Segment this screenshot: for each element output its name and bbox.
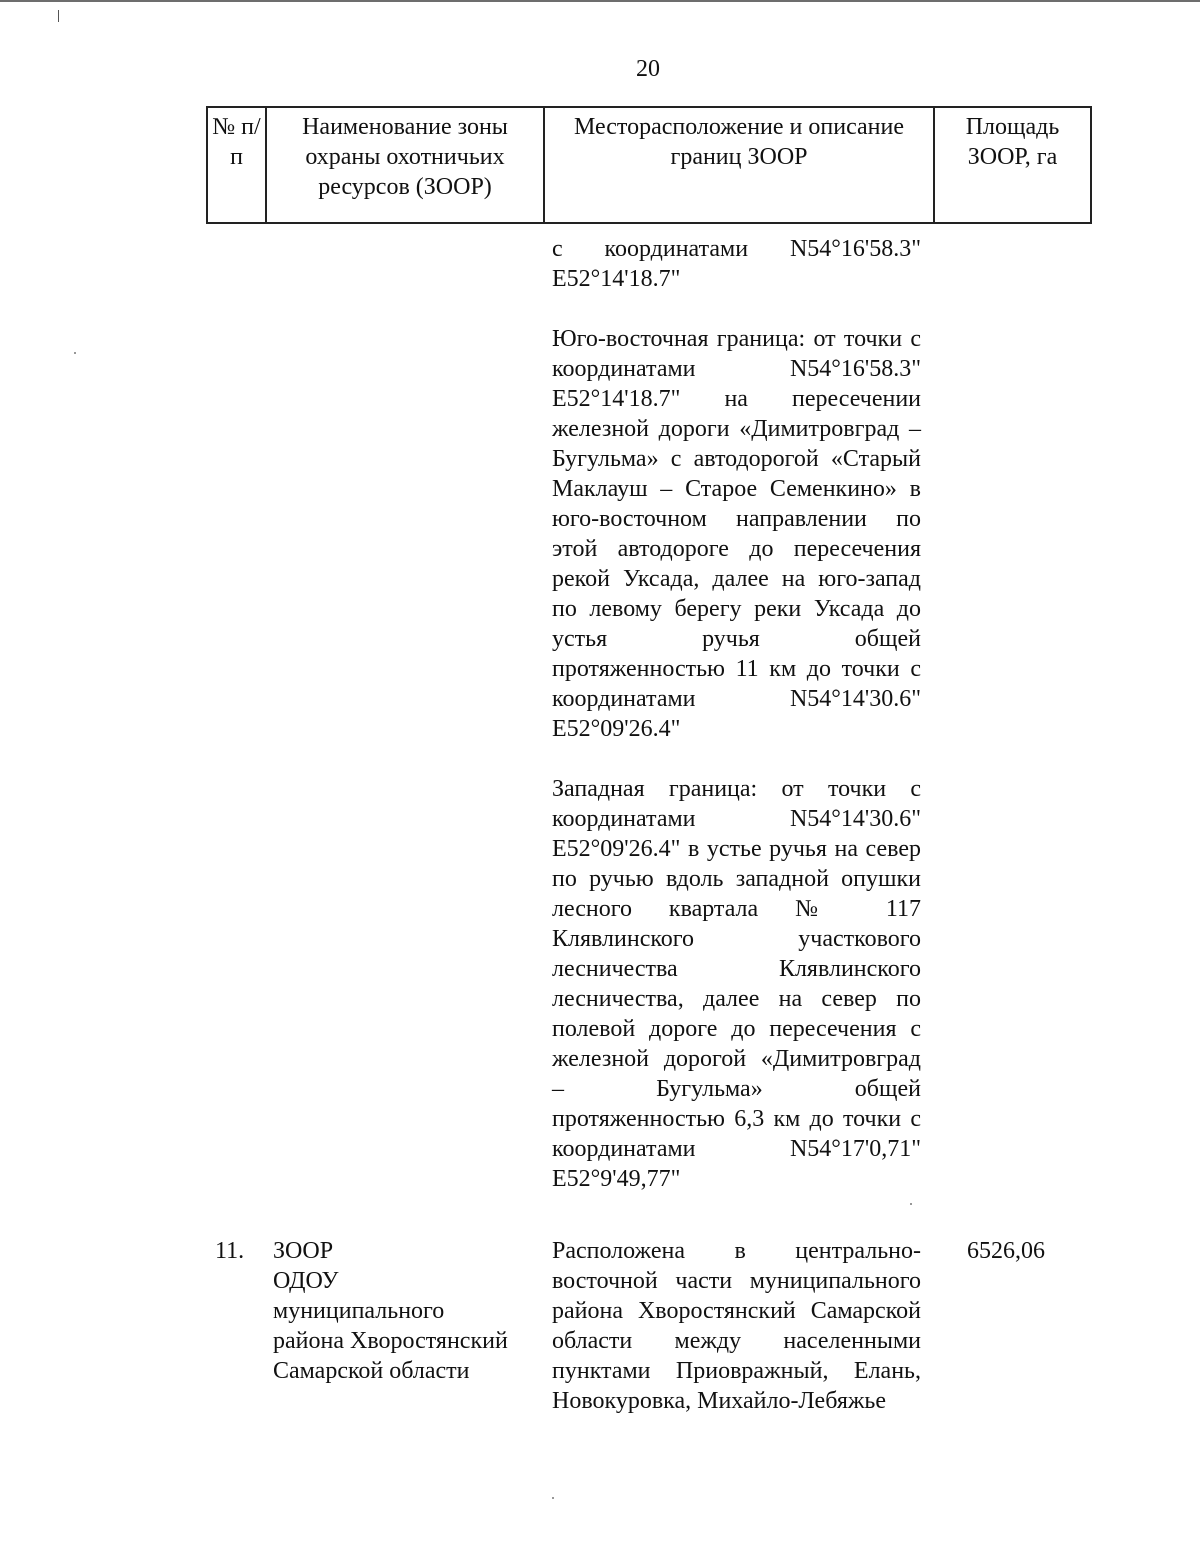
- row-zone-name: ЗООР ОДОУ муниципального района Хворостянский Самарской области: [273, 1238, 508, 1384]
- scan-speck: [552, 1497, 554, 1499]
- southeast-boundary: Юго-восточная граница: от точки с координатами N54°16'58.3" E52°14'18.7" на пересечении железной дороги «Димитровград – Бугульма» с автодорогой «Старый Маклауш – Старое Семенкино» в юго-восточном направлении по этой автодороге до пересечения рекой Уксада, далее на юго-запад по левому берегу реки Уксада до устья ручья общей протяженностью 11 км до точки с координатами N54°14'30.6" E52°09'26.4": [552, 326, 921, 742]
- page-number: 20: [636, 56, 660, 82]
- continued-description: [552, 234, 921, 1224]
- header-zone-name: Наименование зоны охраны охотничьих ресурсов (ЗООР): [266, 107, 544, 223]
- row-area: 6526,06: [967, 1238, 1045, 1264]
- western-boundary: Западная граница: от точки с координатами N54°14'30.6" E52°09'26.4" в устье ручья на север по ручью вдоль западной опушки лесного квартала № 117 Клявлинского участкового лесничества Клявлинского лесничества, далее на север по полевой дороге до пересечения с железной дорогой «Димитровград – Бугульма» общей протяженностью 6,3 км до точки с координатами N54°17'0,71" E52°9'49,77": [552, 776, 921, 1192]
- header-number: № п/п: [207, 107, 266, 223]
- header-location-description: Месторасположение и описание границ ЗООР: [544, 107, 934, 223]
- scan-speck: [74, 352, 76, 354]
- row-description: Расположена в центрально-восточной части муниципального района Хворостянский Самарской области между населенными пунктами Приовражный, Елань, Новокуровка, Михайло-Лебяжье: [552, 1238, 921, 1414]
- scan-top-edge: [0, 0, 1200, 2]
- coordinates-line: с координатами N54°16'58.3" E52°14'18.7": [552, 236, 921, 292]
- header-area: Площадь ЗООР, га: [934, 107, 1091, 223]
- scan-mark: [58, 10, 59, 22]
- row-number: 11.: [215, 1238, 245, 1264]
- table-header: [206, 106, 1092, 224]
